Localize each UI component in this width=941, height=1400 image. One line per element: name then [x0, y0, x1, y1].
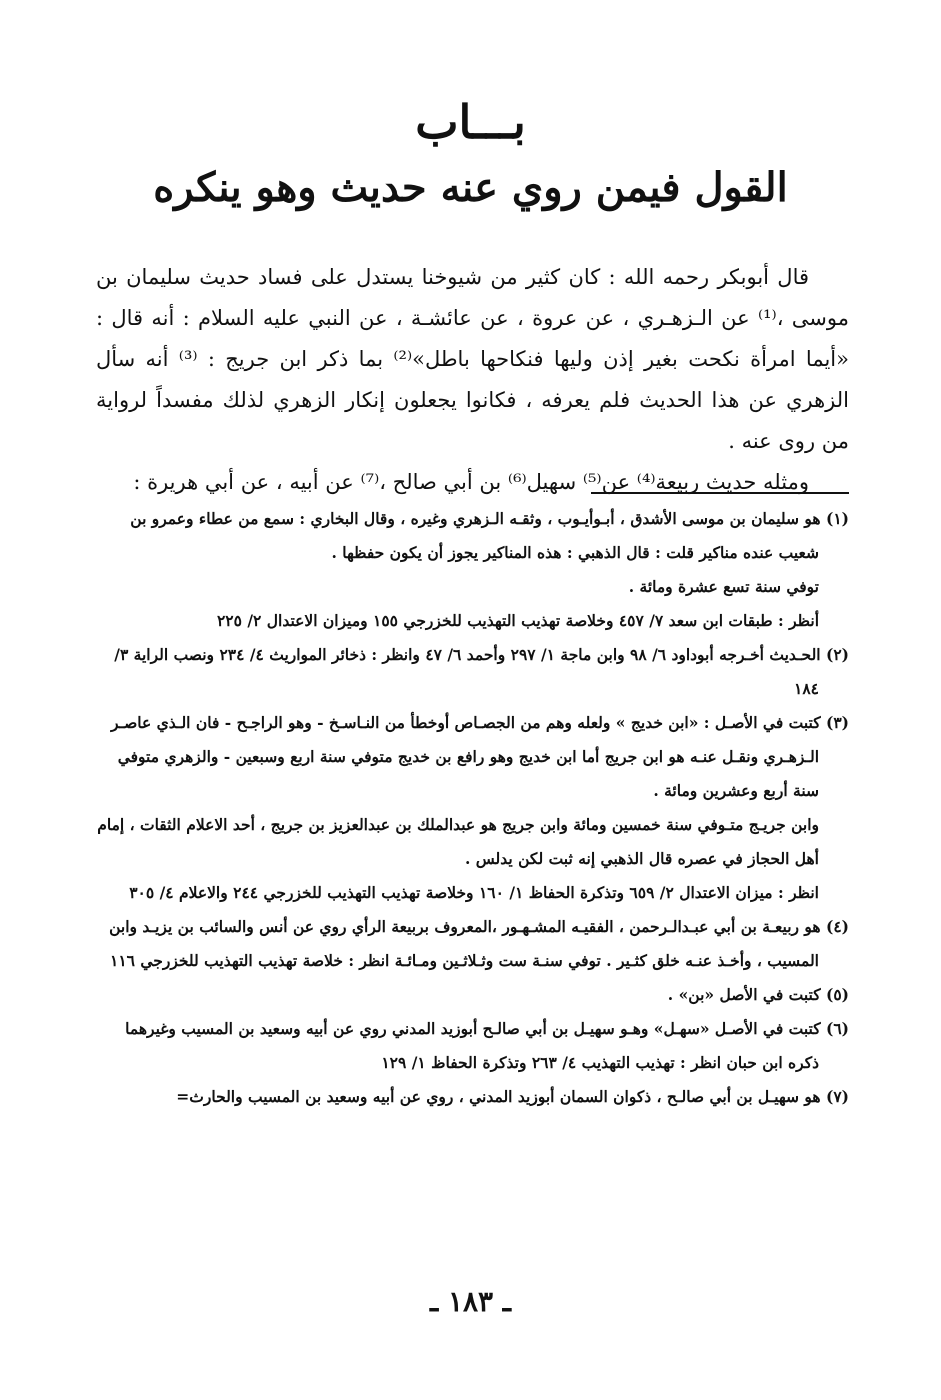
footnote-3-continuation: وابن جريـج متـوفي سنة خمسين ومائة وابن جريج هو عبدالملك بن عبدالعزيز بن جريج ، أحد الاعلام الثقات ، إمام أهل الحجاز في عصره قال الذهبي إنه ثبت لكن يدلس . [97, 815, 819, 868]
footnote-5: (٥) كتبت في الأصل «بن» . [667, 985, 849, 1004]
chapter-title: القول فيمن روي عنه حديث وهو ينكره [153, 164, 788, 211]
footnote-4: (٤) هو ربيعـة بن أبي عبـدالـرحمن ، الفقيـه المشـهـور ،المعروف بربيعة الرأي روي عن أنس والسائب بن يزيـد وابن المسيب ، وأخـذ عنـه خلق كثـير . توفي سنـة ست وثـلاثـين ومـائـة انظر : خلاصة تهذيب التهذيب للخزرجي ١١٦ [109, 917, 849, 970]
footnote-6: (٦) كتبت في الأصـل «سهـل» وهـو سهيـل بن أبي صالـح أبوزيد المدني روي عن أبيه وسعيد بن المسيب وغيرهما ذكره ابن حبان انظر : تهذيب التهذيب ٤/ ٢٦٣ وتذكرة الحفاظ ١/ ١٢٩ [125, 1019, 849, 1072]
footnote-3-reference: انظر : ميزان الاعتدال ٢/ ٦٥٩ وتذكرة الحفاظ ١/ ١٦٠ وخلاصة تهذيب التهذيب للخزرجي ٢٤٤ والاعلام ٤/ ٣٠٥ [129, 883, 819, 902]
footnote-1-continuation: توفي سنة تسع عشرة ومائة . [628, 577, 819, 596]
footnote-3: (٣) كتبت في الأصـل : «ابن خديج » ولعله وهم من الجصـاص أوخطأ من النـاسـخ - وهو الراجـح - فان الـذي عاصـر الـزهـري ونقـل عنـه هو ابن جريج أما ابن خديج وهو رافع بن خديج متوفي سنة اربع وسبعين - والزهري متوفي سنة أربع وعشرين ومائة . [111, 713, 849, 800]
body-paragraph: قال أبوبكر رحمه الله : كان كثير من شيوخنا يستدل على فساد حديث سليمان بن موسى ،⁽¹⁾ عن الـزهـري ، عن عروة ، عن عائشـة ، عن النبي عليه السلام : أنه قال : «أيما امرأة نكحت بغير إذن وليها فنكاحها باطل»⁽²⁾ بما ذكر ابن جريج : ⁽³⁾ أنه سأل الزهري عن هذا الحديث فلم يعرفه ، فكانوا يجعلون إنكار الزهري لذلك مفسداً لرواية من روى عنه . [96, 265, 849, 453]
footnote-7: (٧) هو سهيـل بن أبي صالـح ، ذكوان السمان أبوزيد المدني ، روي عن أبيه وسعيد بن المسيب والحارث= [176, 1087, 849, 1106]
footnote-separator [591, 492, 849, 494]
chapter-heading: بـــاب [415, 95, 526, 149]
footnotes [96, 502, 849, 1114]
main-text [96, 257, 849, 503]
page-number: ـ ١٨٣ ـ [429, 1285, 512, 1318]
body-paragraph: ومثله حديث ربيعة⁽⁴⁾ عن⁽⁵⁾ سهيل⁽⁶⁾ بن أبي صالح ،⁽⁷⁾ عن أبيه ، عن أبي هريرة : [133, 470, 809, 494]
footnote-1-reference: أنظر : طبقات ابن سعد ٧/ ٤٥٧ وخلاصة تهذيب التهذيب للخزرجي ١٥٥ وميزان الاعتدال ٢/ ٢٢٥ [216, 611, 819, 630]
footnote-2: (٢) الحـديث أخـرجه أبوداود ٦/ ٩٨ وابن ماجة ١/ ٢٩٧ وأحمد ٦/ ٤٧ وانظر : ذخائر المواريث ٤/ ٢٣٤ ونصب الراية ٣/ ١٨٤ [114, 645, 849, 698]
footnote-1: (١) هو سليمان بن موسى الأشدق ، أبـوأيـوب ، وثقـه الـزهري وغيره ، وقال البخاري : سمع من عطاء وعمرو بن شعيب عنده مناكير قلت : قال الذهبي : هذه المناكير يجوز أن يكون حفظها . [130, 509, 849, 562]
